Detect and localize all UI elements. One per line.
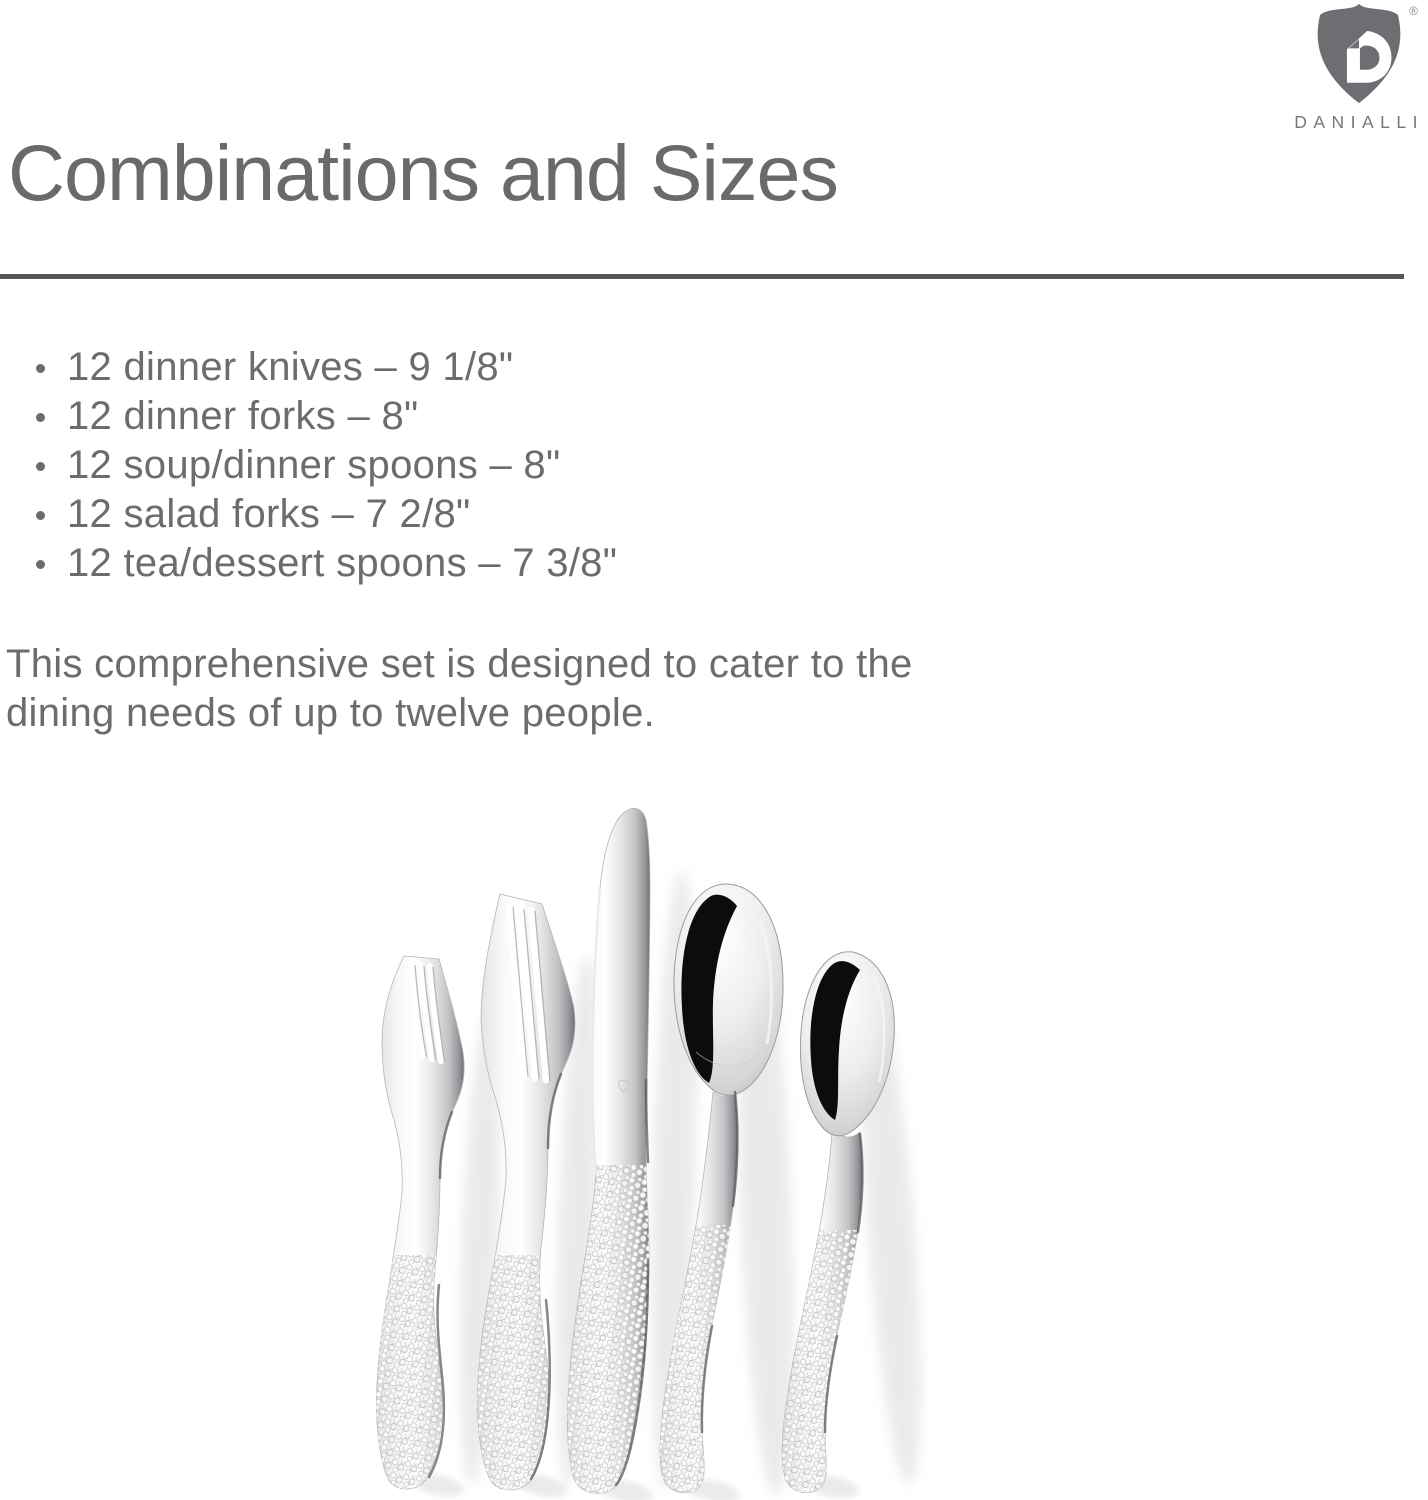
cutlery-set-image: [330, 780, 1050, 1500]
list-item-label: 12 dinner knives – 9 1/8": [67, 345, 514, 389]
list-item: [36, 539, 617, 588]
list-item: [36, 392, 617, 441]
brand-logo: [1278, 0, 1428, 140]
brand-name: DANIALLI: [1294, 112, 1424, 132]
list-item: [36, 441, 617, 490]
bullet-icon: [36, 511, 45, 520]
bullet-icon: [36, 462, 45, 471]
title-divider: [0, 274, 1404, 279]
bullet-icon: [36, 413, 45, 422]
spec-list: [36, 343, 617, 588]
bullet-icon: [36, 364, 45, 373]
page-title: Combinations and Sizes: [8, 128, 838, 217]
list-item-label: 12 tea/dessert spoons – 7 3/8": [67, 541, 618, 585]
description-line-1: This comprehensive set is designed to cater to the: [6, 642, 913, 686]
bullet-icon: [36, 560, 45, 569]
salad-fork-image: [360, 956, 470, 1500]
list-item-label: 12 dinner forks – 8": [67, 394, 419, 438]
list-item: [36, 343, 617, 392]
registered-trademark-symbol: ®: [1409, 4, 1418, 18]
description-line-2: dining needs of up to twelve people.: [6, 691, 656, 735]
danialli-shield-logo-icon: [1312, 3, 1406, 105]
description-paragraph: [6, 640, 913, 738]
list-item-label: 12 salad forks – 7 2/8": [67, 492, 471, 536]
list-item: [36, 490, 617, 539]
list-item-label: 12 soup/dinner spoons – 8": [67, 443, 561, 487]
